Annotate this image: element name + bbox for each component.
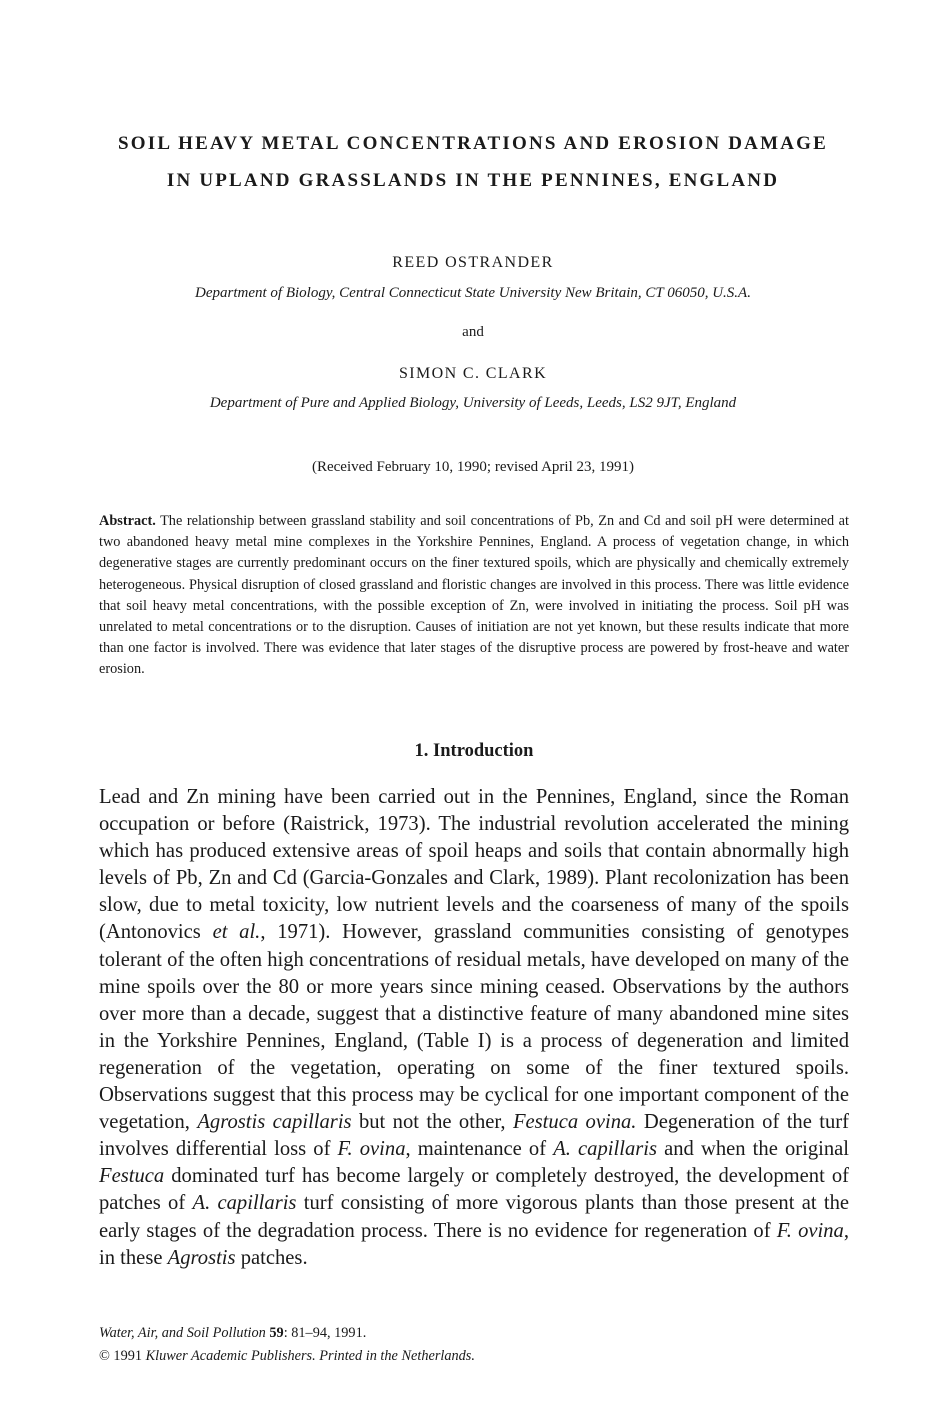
intro-italic: A. capillaris [192, 1192, 297, 1215]
intro-italic: Agrostis [167, 1246, 236, 1269]
copyright-prefix: © 1991 [99, 1348, 146, 1364]
intro-text: patches. [235, 1246, 308, 1269]
journal-volume: 59 [269, 1325, 284, 1341]
author-name-1: REED OSTRANDER [392, 254, 554, 271]
intro-text: , 1971). However, grassland communities consisting of genotypes tolerant of the often high concentrations of residual metals, have developed on many of the mine spoils over the 80 or more years since mining ceased. Observations by the authors over more than a decade, suggest that a distinctive feature of many abandoned mine sites in the Yorkshire Pennines, England, (Table I) is a process of degeneration and limited regeneration of the vegetation, operating on some of the finer textured spoils. Observations suggest that this process may be cyclical for one important component of the vegetation, [99, 921, 850, 1134]
intro-italic: Festuca ovina. [512, 1111, 637, 1134]
author-affiliation-2: Department of Pure and Applied Biology, University of Leeds, Leeds, LS2 9JT, England [209, 395, 737, 411]
intro-text: dominated turf has become largely or completely destroyed, the development of patches of [99, 1165, 849, 1215]
publisher: Kluwer Academic Publishers. Printed in the Netherlands. [145, 1348, 475, 1364]
section-heading: 1. Introduction [414, 741, 534, 761]
intro-text: Lead and Zn mining have been carried out in the Pennines, England, since the Roman occupation or before (Raistrick, 1973). The industrial revolution accelerated the mining which has produced extensive areas of spoil heaps and soils that contain abnormally high levels of Pb, Zn and Cd (Garcia-Gonzales and Clark, 1989). Plant recolonization has been slow, due to metal toxicity, low nutrient levels and the coarseness of many of the spoils (Antonovics [99, 786, 849, 944]
paper-title-line-2: IN UPLAND GRASSLANDS IN THE PENNINES, ENGLAND [166, 170, 780, 191]
introduction-paragraph [99, 784, 849, 1272]
author-affiliation-1: Department of Biology, Central Connecticut State University New Britain, CT 06050, U.S.A. [195, 285, 751, 301]
author-name-2: SIMON C. CLARK [398, 365, 548, 382]
intro-italic: Festuca [99, 1165, 165, 1188]
intro-italic: F. ovina [776, 1219, 844, 1242]
intro-italic: F. ovina [337, 1138, 406, 1161]
paper-title-line-1: SOIL HEAVY METAL CONCENTRATIONS AND EROSION DAMAGE [117, 133, 828, 154]
received-dates: (Received February 10, 1990; revised April 23, 1991) [311, 459, 634, 475]
intro-text: but not the other, [351, 1111, 513, 1134]
intro-italic: Agrostis capillaris [197, 1111, 352, 1134]
intro-italic: A. capillaris [553, 1138, 657, 1161]
intro-italic: et al. [212, 921, 261, 944]
intro-text: , in these [99, 1219, 849, 1269]
intro-text: , maintenance of [405, 1138, 554, 1161]
abstract [99, 511, 849, 681]
author-separator: and [462, 324, 484, 340]
abstract-text: The relationship between grassland stability and soil concentrations of Pb, Zn and Cd and soil pH were determined at two abandoned heavy metal mine complexes in the Yorkshire Pennines, England. A process of vegetation change, in which degenerative stages are currently predominant occurs on the finer textured spoils, which are physically and chemically extremely heterogeneous. Physical disruption of closed grassland and floristic changes are involved in this process. There was little evidence that soil heavy metal concentrations, with the possible exception of Zn, were involved in initiating the process. Soil pH was unrelated to metal concentrations or to the disruption. Causes of initiation are not yet known, but these results indicate that more than one factor is involved. There was evidence that later stages of the disruptive process are powered by frost-heave and water erosion. [99, 513, 849, 678]
intro-text: Degeneration of the turf involves differential loss of [99, 1111, 849, 1161]
journal-pages: : 81–94, 1991. [283, 1325, 367, 1341]
intro-text: and when the original [657, 1138, 850, 1161]
intro-text: turf consisting of more vigorous plants than those present at the early stages of the degradation process. There is no evidence for regeneration of [99, 1192, 850, 1242]
journal-name: Water, Air, and Soil Pollution [99, 1325, 266, 1341]
abstract-label: Abstract. [99, 513, 156, 529]
copyright-line [99, 1348, 475, 1365]
journal-citation [99, 1325, 366, 1342]
